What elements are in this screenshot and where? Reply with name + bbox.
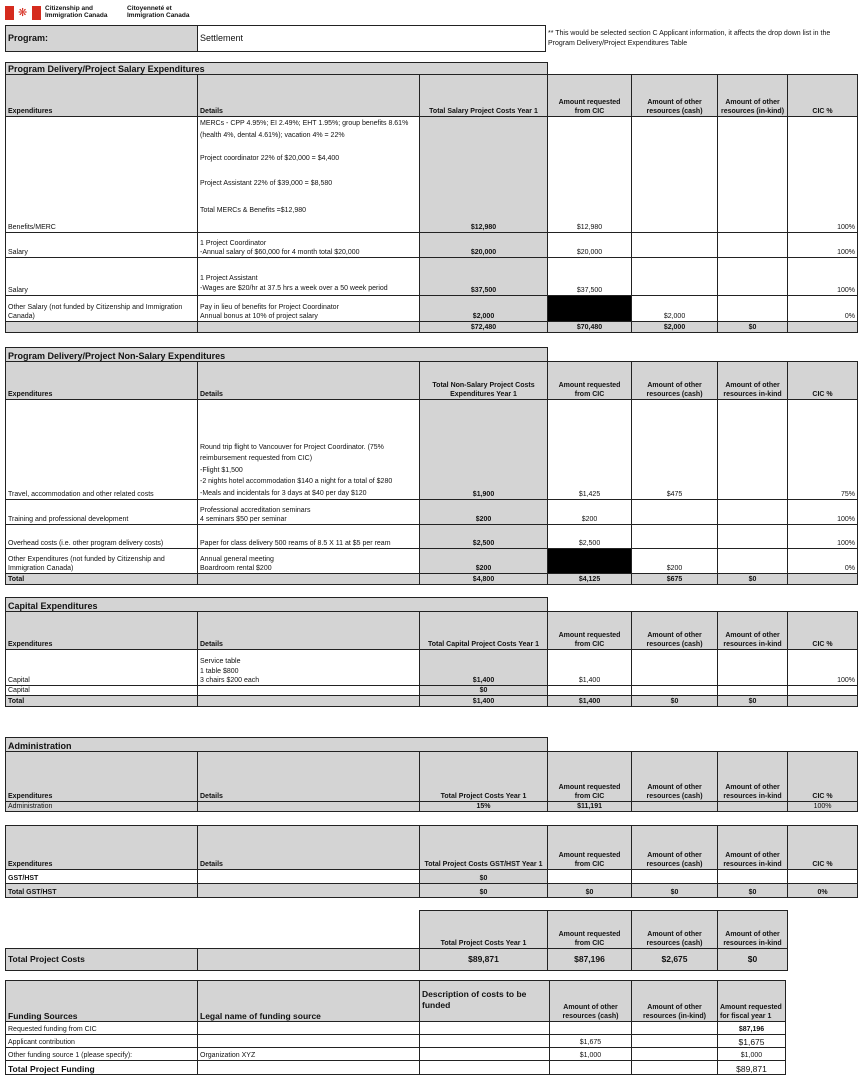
col-other-cash: Amount of other resources (cash) <box>632 75 718 117</box>
totals-row: Total Project Funding $89,871 <box>6 1061 786 1075</box>
table-row: Salary 1 Project Coordinator -Annual salary of $60,000 for 4 month total $20,000 $20,000 $20,000 100% <box>6 233 858 258</box>
totals-row: Total GST/HST $0 $0 $0 $0 0% <box>6 884 858 898</box>
admin-section-title: Administration <box>6 738 548 752</box>
totals-row: Total $4,800 $4,125 $675 $0 <box>6 574 858 585</box>
table-row: Administration 15% $11,191 100% <box>6 802 858 812</box>
salary-expenditures-table <box>5 62 858 333</box>
col-details: Details <box>198 75 420 117</box>
totals-row: $72,480 $70,480 $2,000 $0 <box>6 322 858 333</box>
canada-flag-icon: ❋ <box>5 6 41 20</box>
table-row: Other Expenditures (not funded by Citizenship and Immigration Canada) Annual general meeting Boardroom rental $200 $200 $200 0% <box>6 549 858 574</box>
table-row: Travel, accommodation and other related costs Round trip flight to Vancouver for Project Coordinator. (75% reimbursement requested from CIC) -Flight $1,500 -2 nights hotel accommodation $140 a night for a total of $280 -Meals and incidentals for 3 days at $40 per day $120 $1,900 $1,425 $475 75% <box>6 400 858 500</box>
salary-section-title: Program Delivery/Project Salary Expenditures <box>6 63 548 75</box>
nonsalary-expenditures-table: Program Delivery/Project Non-Salary Expenditures Expenditures Details Total Non-Salary Project Costs Expenditures Year 1 Amount requested from CIC Amount of other resources (cash) Amount of other resources in-kind CIC % Travel, accommodation and other related costs Round trip flight to Vancouver for Project Coordinator. (75% reimbursement requested from CIC) -Flight $1,500 -2 nights hotel accommodation $140 a night for a total of $280 -Meals and incidentals for 3 days at $40 per day $120 $1,900 $1,425 $475 75% Training and professional development Professional accreditation seminars 4 seminars $50 per seminar $200 $200 100% Overhead costs (i.e. other program delivery costs) Paper for class delivery 500 reams of 8.5 X 11 at $5 per ream $2,500 $2,500 100% Other Expenditures (not funded by Citizenship and Immigration Canada) Annual general meeting Boardroom rental $200 $200 $200 0% Total $4,800 $4,125 $675 $0 <box>5 347 858 585</box>
capital-section-title: Capital Expenditures <box>6 598 548 612</box>
table-row: Benefits/MERC MERCs - CPP 4.95%; EI 2.49%; EHT 1.95%; group benefits 8.61% (health 4%, dental 4.61%); vacation 4% = 22% Project coordinator 22% of $20,000 = $4,400 Project Assistant 22% of $39,000 = $8,580 Total MERCs & Benefits =$12,980 $12,980 $12,980 100% <box>6 117 858 233</box>
total-project-costs-label: Total Project Costs <box>6 949 198 971</box>
department-name-fr: Citoyenneté et Immigration Canada <box>127 5 190 19</box>
program-label: Program: <box>6 26 198 52</box>
administration-table: Administration Expenditures Details Total Project Costs Year 1 Amount requested from CIC Amount of other resources (cash) Amount of other resources in-kind CIC % Administration 15% $11,191 100% <box>5 737 858 812</box>
capital-expenditures-table: Capital Expenditures Expenditures Details Total Capital Project Costs Year 1 Amount requested from CIC Amount of other resources (cash) Amount of other resources in-kind CIC % Capital Service table 1 table $800 3 chairs $200 each $1,400 $1,400 100% Capital $0 Total $1,400 $1,400 $0 $0 <box>5 597 858 707</box>
table-row: Other funding source 1 (please specify): Organization XYZ $1,000 $1,000 <box>6 1048 786 1061</box>
blocked-cell <box>548 296 632 322</box>
table-row: Requested funding from CIC $87,196 <box>6 1022 786 1035</box>
total-project-costs-table: Total Project Costs Year 1 Amount requested from CIC Amount of other resources (cash) Amount of other resources in-kind Total Project Costs $89,871 $87,196 $2,675 $0 <box>5 910 788 971</box>
col-requested-cic: Amount requested from CIC <box>548 75 632 117</box>
table-row: Capital Service table 1 table $800 3 chairs $200 each $1,400 $1,400 100% <box>6 650 858 686</box>
table-row: Salary 1 Project Assistant -Wages are $20/hr at 37.5 hrs a week over a 50 week period $37,500 $37,500 100% <box>6 258 858 296</box>
program-note: ** This would be selected section C Applicant information, it affects the drop down list in the Program Delivery/Project Expenditures Table <box>548 30 831 47</box>
funding-sources-table: Funding Sources Legal name of funding source Description of costs to be funded Amount of other resources (cash) Amount of other resources (in-kind) Amount requested for fiscal year 1 Requested funding from CIC $87,196 Applicant contribution $1,675 $1,675 Other funding source 1 (please specify): Organization XYZ $1,000 $1,000 Total Project Funding $89,871 <box>5 980 786 1075</box>
totals-row: Total $1,400 $1,400 $0 $0 <box>6 696 858 707</box>
table-row: Training and professional development Professional accreditation seminars 4 seminars $50 per seminar $200 $200 100% <box>6 500 858 525</box>
nonsalary-section-title: Program Delivery/Project Non-Salary Expenditures <box>6 348 548 362</box>
table-row: Overhead costs (i.e. other program delivery costs) Paper for class delivery 500 reams of 8.5 X 11 at $5 per ream $2,500 $2,500 100% <box>6 525 858 549</box>
col-other-inkind: Amount of other resources (in-kind) <box>718 75 788 117</box>
table-row: Applicant contribution $1,675 $1,675 <box>6 1035 786 1048</box>
department-name-en: Citizenship and Immigration Canada <box>45 5 108 19</box>
col-cic-pct: CIC % <box>788 75 858 117</box>
col-expenditures: Expenditures <box>6 75 198 117</box>
blocked-cell <box>548 549 632 574</box>
program-table <box>5 25 546 52</box>
table-row: GST/HST $0 <box>6 870 858 884</box>
col-total-salary: Total Salary Project Costs Year 1 <box>420 75 548 117</box>
table-row: Other Salary (not funded by Citizenship and Immigration Canada) Pay in lieu of benefits for Project Coordinator Annual bonus at 10% of project salary $2,000 $2,000 0% <box>6 296 858 322</box>
gst-hst-table: Expenditures Details Total Project Costs GST/HST Year 1 Amount requested from CIC Amount of other resources (cash) Amount of other resources in-kind CIC % GST/HST $0 Total GST/HST $0 $0 $0 $0 0% <box>5 825 858 898</box>
government-header <box>5 4 305 20</box>
program-value[interactable]: Settlement <box>198 26 546 52</box>
table-row: Capital $0 <box>6 686 858 696</box>
